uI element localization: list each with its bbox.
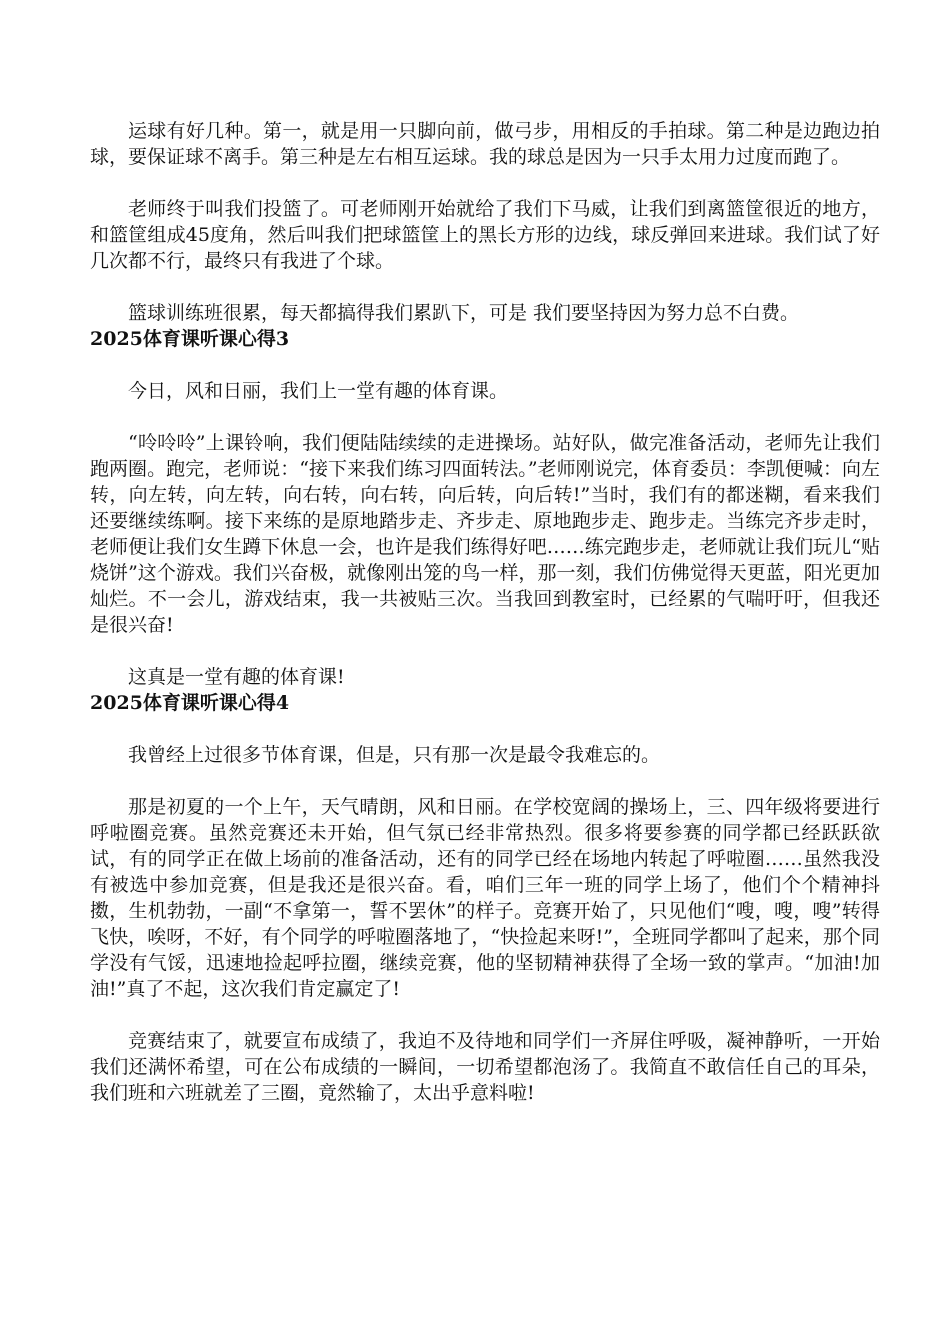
section-heading-4: 2025体育课听课心得4 — [90, 692, 290, 714]
paragraph-training-class: 篮球训练班很累，每天都搞得我们累趴下，可是 我们要坚持因为努力总不白费。 — [128, 302, 800, 324]
paragraph-contest-result: 竞赛结束了，就要宣布成绩了，我迫不及待地和同学们一齐屏住呼吸，凝神静听，一开始我们还满怀希望，可在公布成绩的一瞬间，一切希望都泡汤了。我简直不敢信任自己的耳朵，我们班和六班就差了三圈，竟然输了，太出乎意料啦! — [90, 1030, 880, 1104]
paragraph-today: 今日，风和日丽，我们上一堂有趣的体育课。 — [128, 380, 509, 402]
paragraph-fun-class: 这真是一堂有趣的体育课! — [128, 666, 345, 688]
paragraph-many-classes: 我曾经上过很多节体育课，但是，只有那一次是最令我难忘的。 — [128, 744, 661, 766]
section-heading-3: 2025体育课听课心得3 — [90, 328, 290, 350]
paragraph-shooting: 老师终于叫我们投篮了。可老师刚开始就给了我们下马威，让我们到离篮筐很近的地方，和篮筐组成45度角，然后叫我们把球篮筐上的黑长方形的边线，球反弹回来进球。我们试了好几次都不行，最终只有我进了个球。 — [90, 198, 880, 272]
paragraph-class-bell: “呤呤呤”上课铃响，我们便陆陆续续的走进操场。站好队，做完准备活动，老师先让我们跑两圈。跑完，老师说：“接下来我们练习四面转法。”老师刚说完，体育委员：李凯便喊：向左转，向左转，向左转，向右转，向右转，向后转，向后转!”当时，我们有的都迷糊，看来我们还要继续练啊。接下来练的是原地踏步走、齐步走、原地跑步走、跑步走。当练完齐步走时，老师便让我们女生蹲下休息一会，也许是我们练得好吧……练完跑步走，老师就让我们玩儿“贴烧饼”这个游戏。我们兴奋极，就像刚出笼的鸟一样，那一刻，我们仿佛觉得天更蓝，阳光更加灿烂。不一会儿，游戏结束，我一共被贴三次。当我回到教室时，已经累的气喘吁吁，但我还是很兴奋! — [90, 432, 880, 636]
paragraph-hula-hoop-contest: 那是初夏的一个上午，天气晴朗，风和日丽。在学校宽阔的操场上，三、四年级将要进行呼啦圈竞赛。虽然竞赛还未开始，但气氛已经非常热烈。很多将要参赛的同学都已经跃跃欲试，有的同学正在做上场前的准备活动，还有的同学已经在场地内转起了呼啦圈……虽然我没有被选中参加竞赛，但是我还是很兴奋。看，咱们三年一班的同学上场了，他们个个精神抖擞，生机勃勃，一副“不拿第一，誓不罢休”的样子。竞赛开始了，只见他们“嗖，嗖，嗖”转得飞快，唉呀，不好，有个同学的呼啦圈落地了，“快捡起来呀!”，全班同学都叫了起来，那个同学没有气馁，迅速地捡起呼拉圈，继续竞赛，他的坚韧精神获得了全场一致的掌声。“加油!加油!”真了不起，这次我们肯定赢定了! — [90, 796, 880, 1000]
document-page — [90, 118, 880, 1106]
paragraph-dribbling: 运球有好几种。第一，就是用一只脚向前，做弓步，用相反的手拍球。第二种是边跑边拍球，要保证球不离手。第三种是左右相互运球。我的球总是因为一只手太用力过度而跑了。 — [90, 120, 880, 168]
